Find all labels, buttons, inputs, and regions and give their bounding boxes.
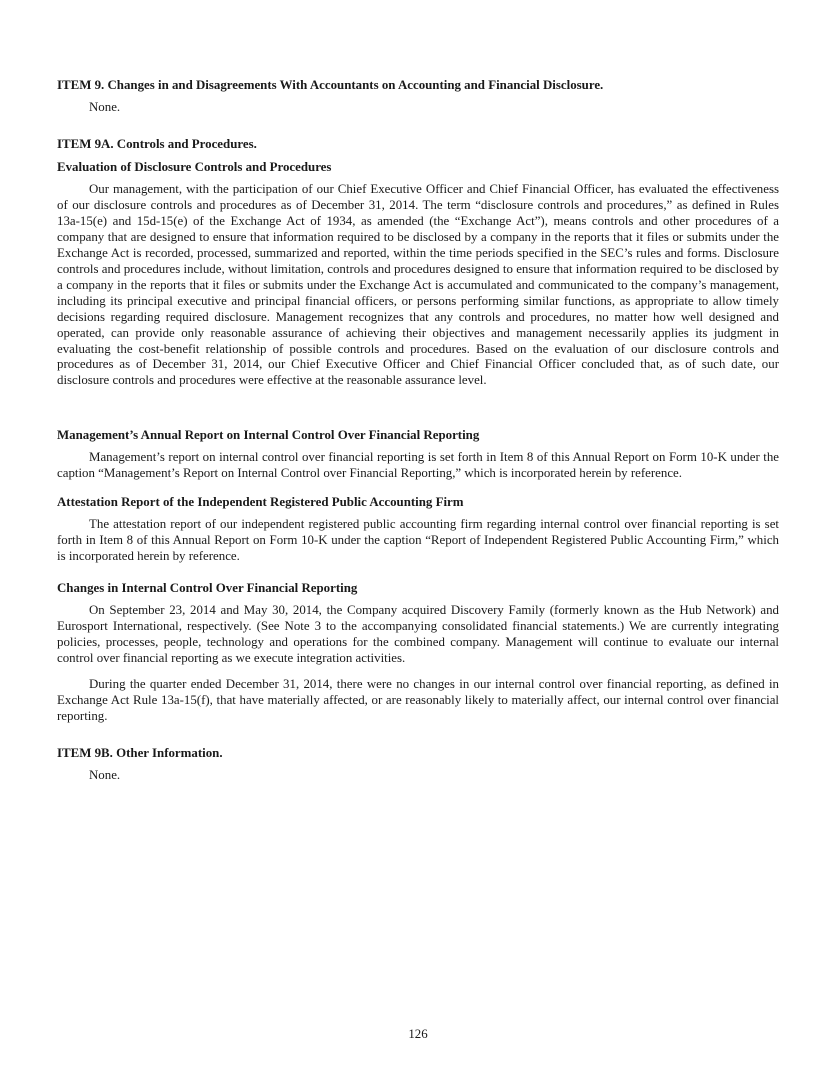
changes-internal-control-heading: Changes in Internal Control Over Financial Reporting [57,581,358,595]
item-9a-heading: ITEM 9A. Controls and Procedures. [57,137,257,151]
document-page [57,0,779,1077]
management-annual-report-paragraph: Management’s report on internal control over financial reporting is set forth in Item 8 of this Annual Report on Form 10-K under the caption “Management’s Report on Internal Control over Financial Reporting,” which is incorporated herein by reference. [57,450,779,480]
changes-internal-control-paragraph-1: On September 23, 2014 and May 30, 2014, the Company acquired Discovery Family (formerly known as the Hub Network) and Eurosport International, respectively. (See Note 3 to the accompanying consolidated financial statements.) We are currently integrating policies, processes, people, technology and operations for the combined company. Management will continue to evaluate our internal control over financial reporting as we execute integration activities. [57,603,779,665]
item-9-body: None. [89,100,121,114]
item-9b-body: None. [89,768,121,782]
evaluation-disclosure-controls-paragraph: Our management, with the participation of our Chief Executive Officer and Chief Financial Officer, has evaluated the effectiveness of our disclosure controls and procedures as of December 31, 2014. The term “disclosure controls and procedures,” as defined in Rules 13a-15(e) and 15d-15(e) of the Exchange Act of 1934, as amended (the “Exchange Act”), means controls and other procedures of a company that are designed to ensure that information required to be disclosed by a company in the reports that it files or submits under the Exchange Act is recorded, processed, summarized and reported, within the time periods specified in the SEC’s rules and forms. Disclosure controls and procedures include, without limitation, controls and procedures designed to ensure that information required to be disclosed by a company in the reports that it files or submits under the Exchange Act is accumulated and communicated to the company’s management, including its principal executive and principal financial officers, or persons performing similar functions, as appropriate to allow timely decisions regarding required disclosure. Management recognizes that any controls and procedures, no matter how well designed and operated, can provide only reasonable assurance of achieving their objectives and management necessarily applies its judgment in evaluating the cost-benefit relationship of possible controls and procedures. Based on the evaluation of our disclosure controls and procedures as of December 31, 2014, our Chief Executive Officer and Chief Financial Officer concluded that, as of such date, our disclosure controls and procedures were effective at the reasonable assurance level. [57,182,779,388]
changes-internal-control-paragraph-2: During the quarter ended December 31, 2014, there were no changes in our internal control over financial reporting, as defined in Exchange Act Rule 13a-15(f), that have materially affected, or are reasonably likely to materially affect, our internal control over financial reporting. [57,677,779,723]
evaluation-disclosure-controls-heading: Evaluation of Disclosure Controls and Procedures [57,160,332,174]
item-9-heading: ITEM 9. Changes in and Disagreements With Accountants on Accounting and Financial Disclosure. [57,78,604,92]
management-annual-report-heading: Management’s Annual Report on Internal Control Over Financial Reporting [57,428,480,442]
attestation-report-heading: Attestation Report of the Independent Registered Public Accounting Firm [57,495,464,509]
item-9b-heading: ITEM 9B. Other Information. [57,746,223,760]
attestation-report-paragraph: The attestation report of our independent registered public accounting firm regarding internal control over financial reporting is set forth in Item 8 of this Annual Report on Form 10-K under the caption “Report of Independent Registered Public Accounting Firm,” which is incorporated herein by reference. [57,517,779,563]
page-number: 126 [408,1027,428,1041]
